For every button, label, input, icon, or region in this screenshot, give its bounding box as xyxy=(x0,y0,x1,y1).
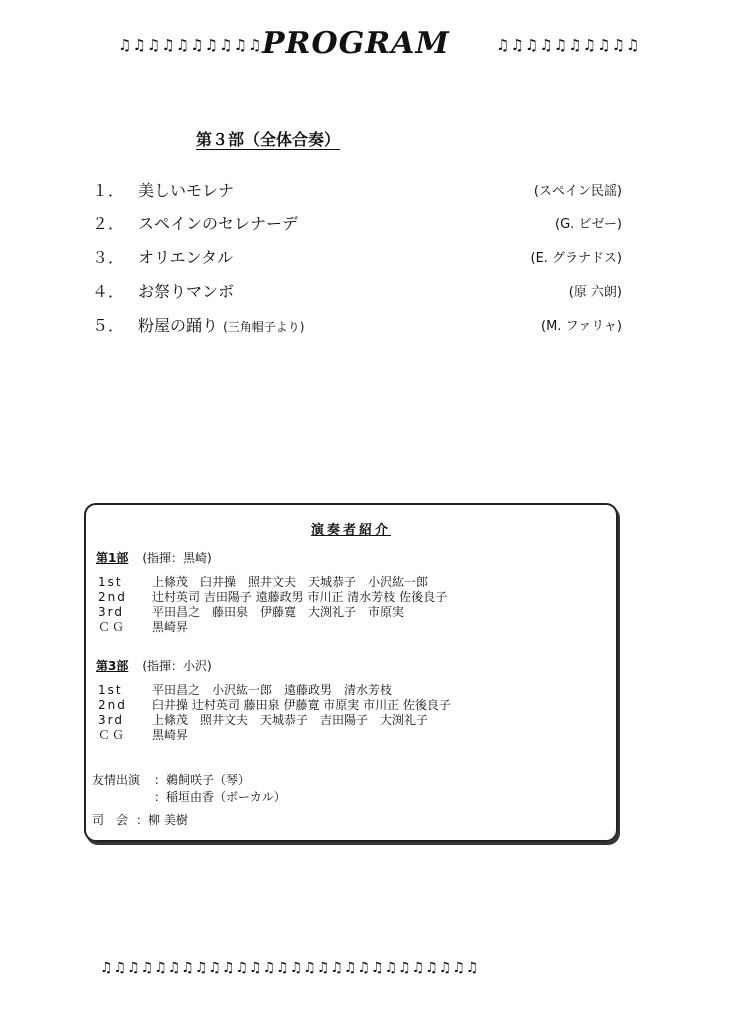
program-item-number: １． xyxy=(92,181,125,200)
music-notes-left-icon: ♫♫♫♫♫♫♫♫♫♫ xyxy=(118,36,263,54)
guest-row xyxy=(92,771,250,788)
performer-row xyxy=(98,683,392,697)
guest-label: 友情出演 xyxy=(92,773,141,787)
program-item xyxy=(92,211,622,237)
performer-role: 2nd xyxy=(98,698,127,712)
program-item-number: ４． xyxy=(92,282,125,301)
performers-title xyxy=(86,519,616,538)
performer-names: 平田昌之 小沢紘一郎 遠藤政男 清水芳枝 xyxy=(152,683,393,697)
program-item-number: ２． xyxy=(92,214,125,233)
program-item-composer: (E. グラナドス) xyxy=(530,251,622,266)
performers-title-text: 演奏者紹介 xyxy=(310,523,391,538)
part3-conductor: (指揮：小沢) xyxy=(142,659,212,673)
performer-row xyxy=(98,713,428,727)
program-item xyxy=(92,279,622,305)
performer-role: ＣＧ xyxy=(98,728,127,742)
program-item-composer: (原 六朗) xyxy=(568,285,622,300)
performer-names: 辻村英司 吉田陽子 遠藤政男 市川正 清水芳枝 佐後良子 xyxy=(152,590,448,604)
program-item-title xyxy=(138,313,304,336)
performer-names: 臼井操 辻村英司 藤田泉 伊藤寛 市原実 市川正 佐後良子 xyxy=(152,698,451,712)
program-item-number: ３． xyxy=(92,248,125,267)
program-item-title xyxy=(138,245,233,268)
performer-names: 上條茂 照井文夫 天城恭子 吉田陽子 大渕礼子 xyxy=(152,713,429,727)
performer-row xyxy=(98,728,188,742)
part1-label: 第1部 xyxy=(96,551,129,565)
mc-row xyxy=(92,811,188,828)
performer-role: 1st xyxy=(98,575,123,589)
performer-row xyxy=(98,698,451,712)
program-item-number: ５． xyxy=(92,316,125,335)
performer-names: 平田昌之 藤田泉 伊藤寛 大渕礼子 市原実 xyxy=(152,605,405,619)
part3-label: 第3部 xyxy=(96,659,129,673)
performer-role: 3rd xyxy=(98,713,124,727)
program-item-title xyxy=(138,178,234,201)
performer-row xyxy=(98,620,188,634)
program-item xyxy=(92,245,622,271)
performers-box xyxy=(84,503,618,842)
program-item xyxy=(92,178,622,204)
program-item-composer: (スペイン民謡) xyxy=(533,184,622,199)
performer-row xyxy=(98,575,428,589)
section-heading: 第３部（全体合奏） xyxy=(196,130,341,149)
program-item-composer: (M. ファリャ) xyxy=(541,319,622,334)
program-title: PROGRAM xyxy=(262,26,450,61)
guest-entry: ：稲垣由香（ボーカル） xyxy=(154,790,286,804)
mc-name: ：柳 美樹 xyxy=(136,813,188,827)
guest-row xyxy=(92,788,286,805)
program-item-subtitle: (三角帽子より) xyxy=(223,320,305,334)
performer-role: 3rd xyxy=(98,605,124,619)
part1-conductor: (指揮：黒崎) xyxy=(142,551,212,565)
performer-row xyxy=(98,605,404,619)
performer-names: 上條茂 臼井操 照井文夫 天城恭子 小沢紘一郎 xyxy=(152,575,429,589)
program-item-title xyxy=(138,279,234,302)
part3-heading xyxy=(96,657,212,674)
program-item-title-text: スペインのセレナーデ xyxy=(138,214,299,233)
part1-heading xyxy=(96,549,212,566)
program-header xyxy=(0,26,755,66)
program-item xyxy=(92,313,622,339)
guest-entry: ：鵜飼咲子（琴） xyxy=(154,773,251,787)
program-item-title-text: オリエンタル xyxy=(138,248,234,267)
program-item-title-text: お祭りマンボ xyxy=(138,282,235,301)
performer-role: ＣＧ xyxy=(98,620,127,634)
program-item-title xyxy=(138,211,298,234)
performer-names: 黒崎昇 xyxy=(152,620,189,634)
performer-names: 黒崎昇 xyxy=(152,728,189,742)
performer-role: 2nd xyxy=(98,590,127,604)
footer-music-notes-icon: ♫♫♫♫♫♫♫♫♫♫♫♫♫♫♫♫♫♫♫♫♫♫♫♫♫♫♫♫ xyxy=(100,960,480,976)
program-item-title-text: 美しいモレナ xyxy=(138,181,235,200)
music-notes-right-icon: ♫♫♫♫♫♫♫♫♫♫ xyxy=(496,36,641,54)
performer-role: 1st xyxy=(98,683,123,697)
performer-row xyxy=(98,590,447,604)
mc-label: 司 会 xyxy=(92,813,129,827)
program-item-composer: (G. ビゼー) xyxy=(555,217,622,232)
program-item-title-text: 粉屋の踊り xyxy=(138,316,219,335)
